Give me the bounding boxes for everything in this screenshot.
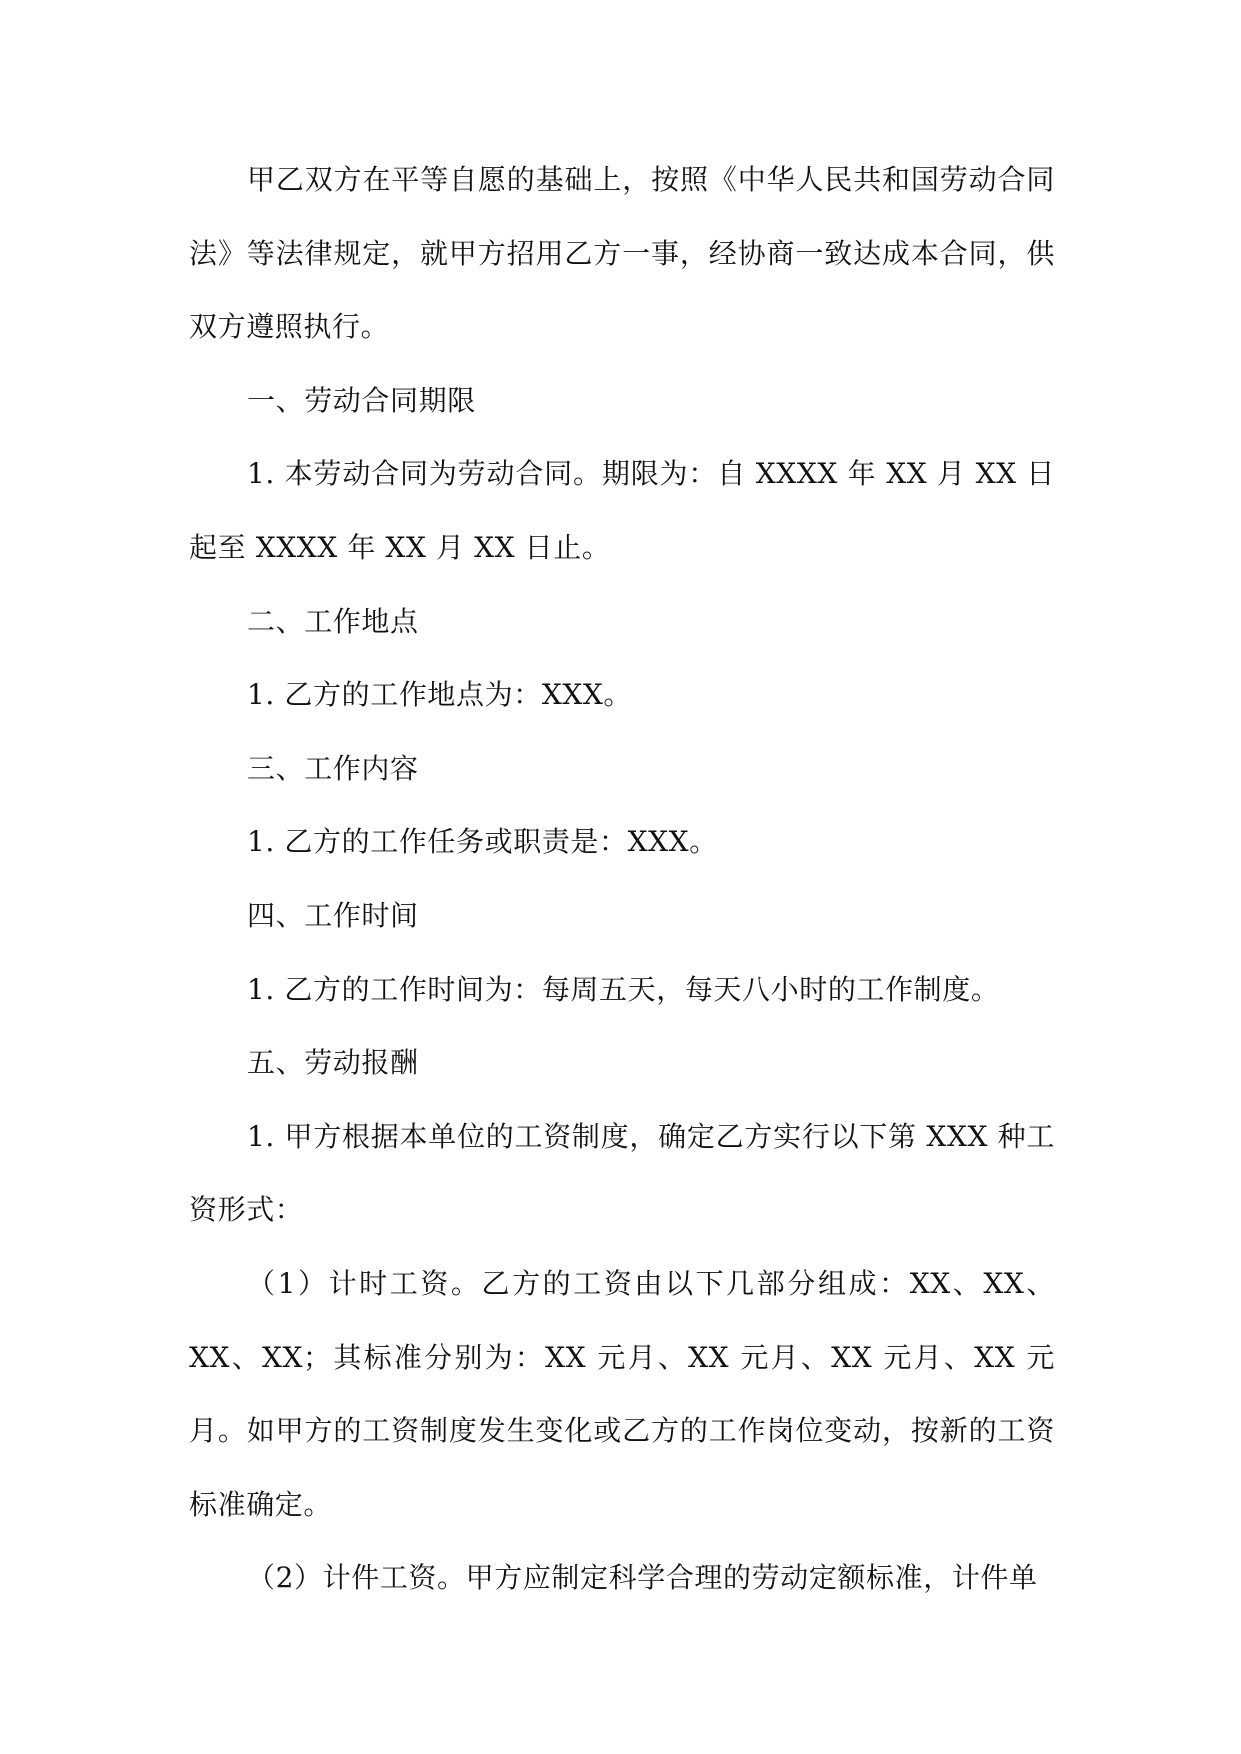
heading-work-content: 三、工作内容 [247, 751, 419, 785]
paragraph-work-location: 1. 乙方的工作地点为：XXX。 [247, 678, 633, 712]
paragraph-work-hours: 1. 乙方的工作时间为：每周五天，每天八小时的工作制度。 [247, 972, 1000, 1006]
heading-work-hours: 四、工作时间 [247, 898, 419, 932]
document-body [189, 143, 1055, 1615]
paragraph-wage-form: 1. 甲方根据本单位的工资制度，确定乙方实行以下第 XXX 种工资形式： [189, 1119, 1055, 1227]
paragraph-work-content: 1. 乙方的工作任务或职责是：XXX。 [247, 825, 718, 859]
heading-work-location: 二、工作地点 [247, 604, 419, 638]
heading-remuneration: 五、劳动报酬 [247, 1046, 419, 1080]
paragraph-piece-wage: （2）计件工资。甲方应制定科学合理的劳动定额标准，计件单 [247, 1561, 1038, 1595]
paragraph-contract-term: 1. 本劳动合同为劳动合同。期限为：自 XXXX 年 XX 月 XX 日起至 XXXX 年 XX 月 XX 日止。 [189, 457, 1055, 564]
paragraph-time-wage: （1）计时工资。乙方的工资由以下几部分组成：XX、XX、XX、XX；其标准分别为：XX 元月、XX 元月、XX 元月、XX 元月。如甲方的工资制度发生变化或乙方的工作岗位变动，按新的工资标准确定。 [189, 1266, 1055, 1521]
paragraph-intro: 甲乙双方在平等自愿的基础上，按照《中华人民共和国劳动合同法》等法律规定，就甲方招用乙方一事，经协商一致达成本合同，供双方遵照执行。 [189, 163, 1055, 344]
heading-contract-term: 一、劳动合同期限 [247, 383, 476, 417]
